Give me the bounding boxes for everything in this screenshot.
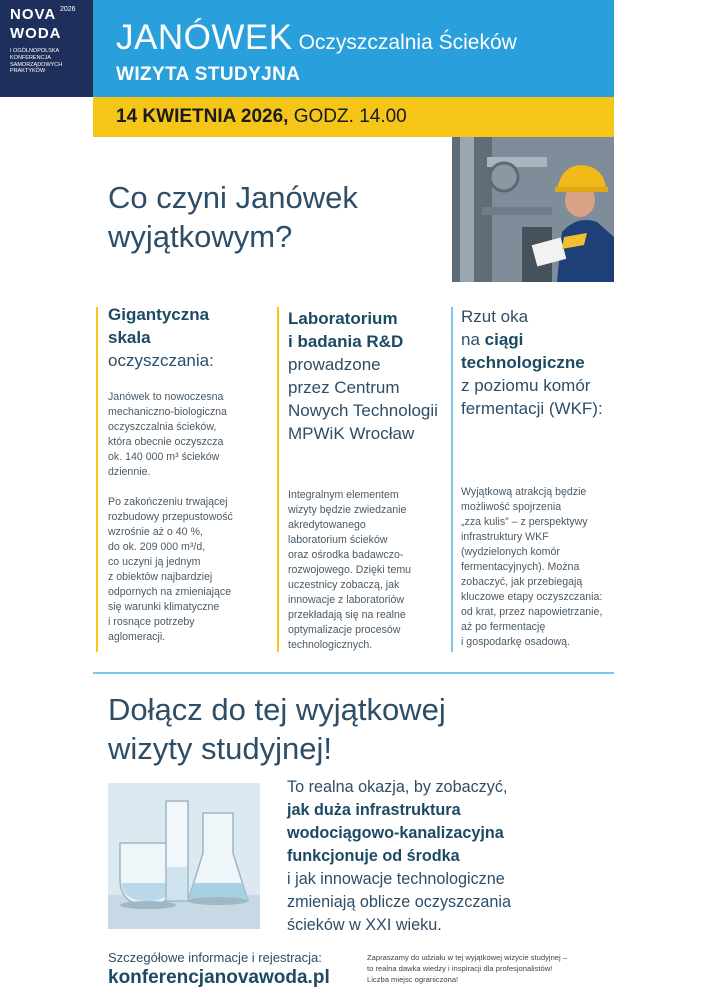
heading-line — [461, 351, 613, 374]
body-line: akredytowanego — [288, 519, 366, 531]
body-line: technologicznych. — [288, 639, 373, 651]
section-title-line: Co czyni Janówek — [108, 180, 358, 215]
footer-note-line: Liczba miejsc ograniczona! — [367, 975, 459, 984]
registration-link[interactable]: konferencjanovawoda.pl — [108, 967, 330, 988]
heading-bold: technologiczne — [461, 353, 585, 372]
section-title-line: Dołącz do tej wyjątkowej — [108, 692, 446, 727]
body-line: zobaczyć, jak przebiegają — [461, 576, 583, 588]
column-scale-heading — [108, 303, 273, 372]
heading-regular: z poziomu komór — [461, 376, 591, 395]
body-line: innowacje z laboratoriów — [288, 594, 405, 606]
body-line: z obiektów najbardziej — [108, 571, 213, 583]
body-line: Po zakończeniu trwającej — [108, 496, 228, 508]
header-subtitle: WIZYTA STUDYJNA — [116, 64, 301, 85]
body-line: odpornych na zmieniające — [108, 586, 232, 598]
footer-note — [367, 952, 607, 985]
cta-bold-line: jak duża infrastruktura — [287, 801, 461, 819]
body-line: wzrośnie aż o 40 %, — [108, 526, 203, 538]
body-line: (wydzielonych komór — [461, 546, 560, 558]
event-date-bold: 14 KWIETNIA 2026, — [116, 106, 289, 127]
body-line: Wyjątkową atrakcją będzie — [461, 486, 587, 498]
body-line: i gospodarkę osadową. — [461, 636, 570, 648]
logo-subtitle-line: I OGÓLNOPOLSKA — [10, 48, 60, 54]
column-lab — [288, 307, 448, 445]
heading-regular: na — [461, 330, 485, 349]
body-line: Janówek to nowoczesna — [108, 391, 224, 403]
footer-note-line: to realna dawka wiedzy i inspiracji dla profesjonalistów! — [367, 964, 553, 973]
body-line: fermentacyjnych). Można — [461, 561, 580, 573]
section-title-why — [108, 178, 428, 257]
logo-woda-text: WODA — [10, 25, 62, 42]
body-line: optymalizacje procesów — [288, 624, 401, 636]
column-fermentation — [461, 305, 613, 420]
body-line: dziennie. — [108, 466, 151, 478]
heading-regular: fermentacji (WKF): — [461, 399, 603, 418]
body-line: do ok. 209 000 m³/d, — [108, 541, 206, 553]
logo-subtitle-line: KONFERENCJA — [10, 54, 51, 61]
body-line: Integralnym elementem — [288, 489, 399, 501]
body-line: rozwojowego. Dzięki temu — [288, 564, 412, 576]
body-line: infrastruktury WKF — [461, 531, 549, 543]
heading-regular: Rzut oka — [461, 307, 529, 326]
heading-bold: ciągi — [484, 330, 524, 349]
column-divider — [451, 307, 453, 652]
heading-bold-line: skala — [108, 328, 151, 347]
body-line: ok. 140 000 m³ ścieków — [108, 451, 220, 463]
body-line: wizyty będzie zwiedzanie — [288, 504, 407, 516]
laboratory-glassware-photo — [108, 783, 260, 929]
body-line: co uczyni ją jednym — [108, 556, 201, 568]
heading-line — [461, 374, 613, 397]
registration-label: Szczegółowe informacje i rejestracja: — [108, 950, 322, 965]
body-line: która obecnie oczyszcza — [108, 436, 224, 448]
nova-woda-logo — [0, 0, 93, 97]
cta-bold-line: funkcjonuje od środka — [287, 847, 460, 865]
body-line: się warunki klimatyczne — [108, 601, 220, 613]
heading-bold-line: Gigantyczna — [108, 305, 210, 324]
body-line: oczyszczalnia ścieków, — [108, 421, 217, 433]
heading-bold-line: i badania R&D — [288, 332, 404, 351]
cta-outro-line: i jak innowacje technologiczne — [287, 870, 505, 888]
column-divider — [277, 307, 279, 652]
logo-year: 2026 — [60, 6, 76, 13]
heading-line — [461, 397, 613, 420]
body-line: od krat, przez napowietrzanie, — [461, 606, 603, 618]
heading-regular-line: Nowych Technologii — [288, 401, 438, 420]
body-line: możliwość spojrzenia — [461, 501, 562, 513]
heading-regular-line: prowadzone — [288, 355, 381, 374]
cta-outro-line: ścieków w XXI wieku. — [287, 916, 442, 934]
heading-regular-line: przez Centrum — [288, 378, 400, 397]
body-line: rozbudowy przepustowość — [108, 511, 233, 523]
heading-line — [461, 305, 613, 328]
call-to-action-text — [287, 776, 597, 937]
header-title-big: JANÓWEK — [116, 18, 293, 57]
body-line: przekładają się na realne — [288, 609, 406, 621]
cta-outro-line: zmieniają oblicze oczyszczania — [287, 893, 512, 911]
header-title — [116, 18, 517, 58]
body-line: aż po fermentację — [461, 621, 546, 633]
heading-bold-line: Laboratorium — [288, 309, 398, 328]
date-band — [93, 97, 614, 137]
column-fermentation-body — [461, 485, 616, 650]
heading-regular-line: oczyszczania: — [108, 351, 214, 370]
column-scale-body — [108, 390, 273, 645]
body-line: i rosnące potrzeby — [108, 616, 195, 628]
footer-note-line: Zapraszamy do udziału w tej wyjątkowej wizycie studyjnej – — [367, 953, 568, 962]
event-time: GODZ. 14.00 — [293, 106, 407, 127]
body-line: aglomeracji. — [108, 631, 166, 643]
engineer-illustration — [452, 137, 614, 282]
body-line: „zza kulis” – z perspektywy — [461, 516, 588, 528]
section-divider — [93, 672, 614, 674]
logo-subtitle — [10, 48, 90, 75]
body-line: uczestnicy zobaczą, jak — [288, 579, 400, 591]
engineer-photo — [452, 137, 614, 282]
paragraph-gap — [108, 480, 273, 495]
heading-regular-line: MPWiK Wrocław — [288, 424, 415, 443]
cta-bold-line: wodociągowo-kanalizacyjna — [287, 824, 504, 842]
column-lab-heading — [288, 307, 448, 445]
body-line: laboratorium ścieków — [288, 534, 388, 546]
column-scale — [108, 303, 273, 372]
section-title-line: wyjątkowym? — [108, 219, 293, 255]
header-band — [93, 0, 614, 97]
section-title-join — [108, 690, 588, 769]
column-fermentation-heading — [461, 305, 613, 420]
laboratory-illustration — [108, 783, 260, 929]
cta-intro: To realna okazja, by zobaczyć, — [287, 778, 508, 796]
section-title-line: wizyty studyjnej! — [108, 731, 332, 767]
body-line: kluczowe etapy oczyszczania: — [461, 591, 603, 603]
logo-nova-text: NOVA — [10, 6, 57, 23]
logo-subtitle-line: PRAKTYKÓW — [10, 68, 46, 75]
column-lab-body — [288, 488, 448, 653]
header-title-small: Oczyszczalnia Ścieków — [298, 31, 517, 54]
logo-subtitle-line: SAMORZĄDOWYCH — [10, 61, 63, 68]
column-divider — [96, 307, 98, 652]
heading-line — [461, 328, 613, 351]
body-line: oraz ośrodka badawczo- — [288, 549, 404, 561]
event-date — [116, 106, 407, 128]
body-line: mechaniczno-biologiczna — [108, 406, 227, 418]
